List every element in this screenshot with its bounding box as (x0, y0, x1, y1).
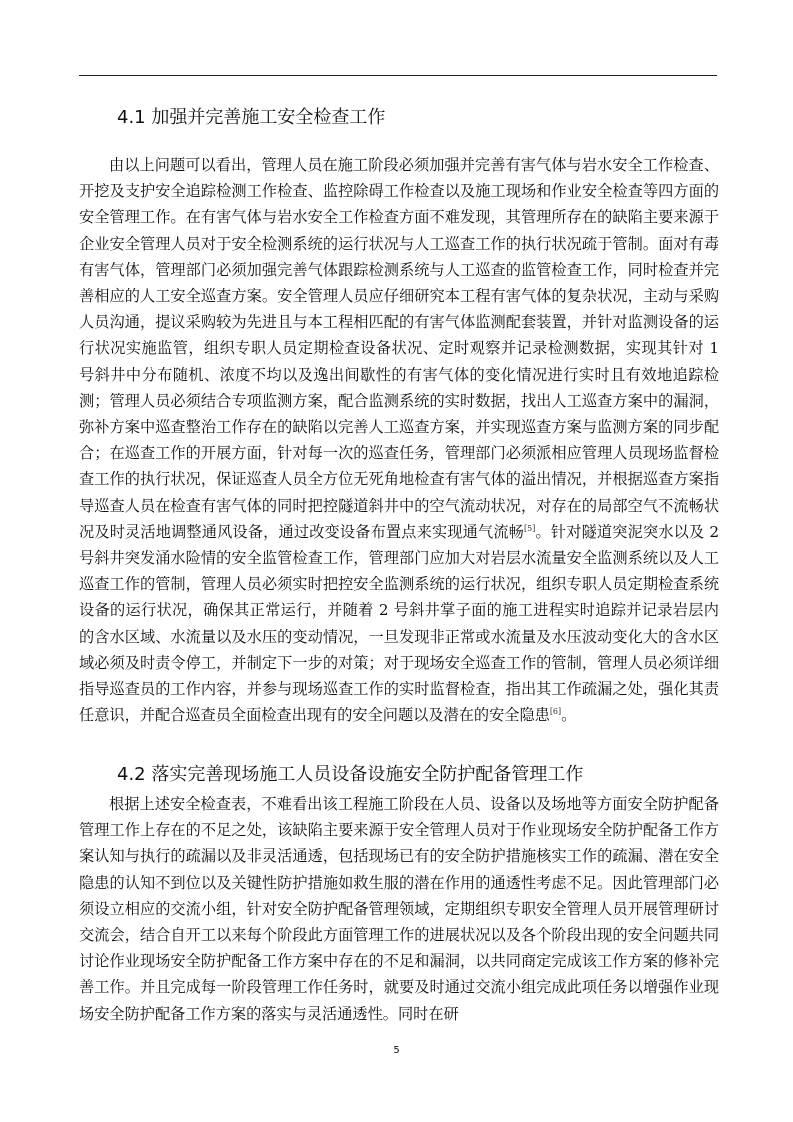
paragraph-text: 由以上问题可以看出，管理人员在施工阶段必须加强并完善有害气体与岩水安全工作检查、开挖及支护安全追踪检测工作检查、监控除碍工作检查以及施工现场和作业安全检查等四方面的安全管理工作。在有害气体与岩水安全工作检查方面不难发现，其管理所存在的缺陷主要来源于企业安全管理人员对于安全检测系统的运行状况与人工巡查工作的执行状况疏于管制。面对有毒有害气体，管理部门必须加强完善气体跟踪检测系统与人工巡查的监管检查工作，同时检查并完善相应的人工安全巡查方案。安全管理人员应仔细研究本工程有害气体的复杂状况，主动与采购人员沟通，提议采购较为先进且与本工程相匹配的有害气体监测配套装置，并针对监测设备的运行状况实施监管，组织专职人员定期检查设备状况、定时观察并记录检测数据，实现其针对 1 号斜井中分布随机、浓度不均以及逸出间歇性的有害气体的变化情况进行实时且有效地追踪检测；管理人员必须结合专项监测方案，配合监测系统的实时数据，找出人工巡查方案中的漏洞，弥补方案中巡查整治工作存在的缺陷以完善人工巡查方案，并实现巡查方案与监测方案的同步配合；在巡查工作的开展方面，针对每一次的巡查任务，管理部门必须派相应管理人员现场监督检查工作的执行状况，保证巡查人员全方位无死角地检查有害气体的溢出情况，并根据巡查方案指导巡查人员在检查有害气体的同时把控隧道斜井中的空气流动状况，对存在的局部空气不流畅状况及时灵活地调整通风设备，通过改变设备布置点来实现通气流畅 (79, 156, 719, 541)
paragraph-text: 。 (561, 706, 577, 725)
section-heading-4-1: 4.1 加强并完善施工安全检查工作 (117, 107, 386, 128)
page-number: 5 (393, 1045, 400, 1056)
citation-6: [6] (549, 707, 562, 717)
section-heading-4-2: 4.2 落实完善现场施工人员设备设施安全防护配备管理工作 (117, 764, 584, 785)
paragraph-text: 。针对隧道突泥突水以及 2 号斜井突发涌水险情的安全监管检查工作，管理部门应加大对岩层水流量安全监测系统以及人工巡查工作的管制，管理人员必须实时把控安全监测系统的运行状况，组织专职人员定期检查系统设备的运行状况，确保其正常运行，并随着 2 号斜井掌子面的施工进程实时追踪并记录岩层内的含水区域、水流量以及水压的变动情况，一旦发现非正常或水流量及水压波动变化大的含水区域必须及时责令停工，并制定下一步的对策；对于现场安全巡查工作的管制，管理人员必须详细指导巡查员的工作内容，并参与现场巡查工作的实时监督检查，指出其工作疏漏之处，强化其责任意识，并配合巡查员全面检查出现有的安全问题以及潜在的安全隐患 (79, 522, 720, 725)
header-rule (79, 75, 717, 76)
citation-5: [5] (524, 523, 536, 533)
section-4-1-paragraph (79, 152, 719, 728)
section-4-2-paragraph: 根据上述安全检查表，不难看出该工程施工阶段在人员、设备以及场地等方面安全防护配备管理工作上存在的不足之处，该缺陷主要来源于安全管理人员对于作业现场安全防护配备工作方案认知与执行的疏漏以及非灵活通透，包括现场已有的安全防护措施核实工作的疏漏、潜在安全隐患的认知不到位以及关键性防护措施如救生服的潜在作用的通透性考虑不足。因此管理部门必须设立相应的交流小组，针对安全防护配备管理领域，定期组织专职安全管理人员开展管理研讨交流会，结合自开工以来每个阶段此方面管理工作的进展状况以及各个阶段出现的安全问题共同讨论作业现场安全防护配备工作方案中存在的不足和漏洞，以共同商定完成该工作方案的修补完善工作。并且完成每一阶段管理工作任务时，就要及时通过交流小组完成此项任务以增强作业现场安全防护配备工作方案的落实与灵活通透性。同时在研 (79, 795, 719, 1023)
